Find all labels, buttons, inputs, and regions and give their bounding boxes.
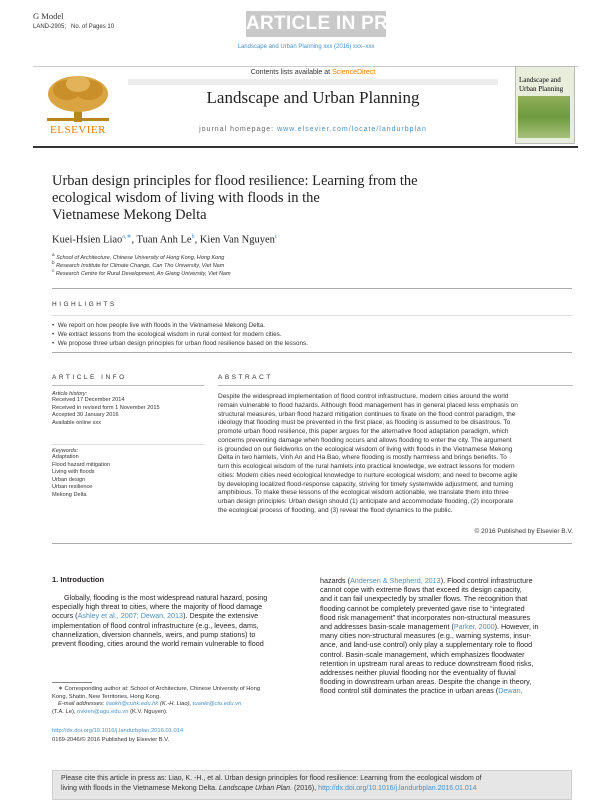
body-line: especially high threat to cities, where the majority of flood damage	[52, 602, 263, 612]
g-model-label: G Model	[33, 11, 64, 21]
abstract-line: amphibious. To make these lessons of the ecological wisdom actionable, we translate them into three	[218, 489, 509, 497]
abstract-line: Despite the widespread implementation of flood control infrastructure, modern cities around the world	[218, 393, 509, 400]
citation-line	[61, 784, 563, 794]
intro-right-column	[320, 576, 572, 696]
history-line: Received 17 December 2014	[52, 397, 125, 403]
contents-text: Contents lists available at	[250, 69, 333, 76]
citation-line: Please cite this article in press as: Liao, K. -H., et al. Urban design principles for flood resilience: Learning from the ecological wisdom of	[61, 775, 482, 782]
affil-text: School of Architecture, Chinese University of Hong Kong, Hong Kong	[56, 254, 225, 261]
section-rule	[52, 543, 572, 544]
citation-text: (2016),	[292, 785, 319, 792]
author-name[interactable]: Kien Van Nguyen	[199, 234, 275, 246]
keywords-label: Keywords:	[52, 448, 79, 454]
affil-sup: b	[52, 260, 55, 265]
body-line: occurs (Ashley et al., 2007; Dewan, 2013). Despite the extensive	[52, 611, 259, 621]
cover-image-icon	[518, 96, 570, 138]
header-rule-top	[33, 66, 578, 67]
body-line: flooding cannot be completely prevented gave rise to “integrated	[320, 603, 525, 613]
homepage-label: journal homepage:	[199, 126, 278, 133]
footnotes	[52, 686, 307, 716]
body-line: retention in upstream rural areas to reduce downstream flood risks,	[320, 658, 534, 668]
reference-link[interactable]: Parker, 2000	[453, 622, 495, 632]
footnote-line: Kong, Shatin, New Territories, Hong Kong.	[52, 693, 161, 700]
journal-reference[interactable]: Landscape and Urban Planning xxx (2016) xxx–xxx	[237, 44, 375, 50]
abstract-body	[218, 393, 573, 516]
author-sup[interactable]: a,∗	[122, 234, 132, 240]
highlight-text: We propose three urban design principles for urban flood resilience based on the lessons.	[57, 340, 308, 347]
keyword: Living with floods	[52, 469, 95, 475]
author-name[interactable]: Kuei-Hsien Liao	[52, 234, 123, 246]
abstract-line: concerns preventing damage when flooding occurs and allows flooding to enter the city. The argument	[218, 436, 512, 444]
manuscript-number	[33, 24, 114, 30]
keyword: Flood hazard mitigation	[52, 461, 111, 468]
keyword: Mekong Delta	[52, 491, 87, 498]
info-rule	[52, 385, 204, 386]
body-line: channelization, diversion channels, weirs, and pump stations) to	[52, 629, 256, 639]
abstract-line: remain vulnerable to flood hazards. Although flood management has in general placed less emphasis on	[218, 401, 518, 409]
footnote-line: ∗ Corresponding author at: School of Architecture, Chinese University of Hong	[58, 686, 261, 692]
banner-text: ARTICLE IN PRESS	[246, 13, 428, 34]
body-line: flood risk management” that incorporates non-structural measures	[320, 612, 531, 622]
highlights-heading: HIGHLIGHTS	[52, 301, 117, 308]
section-rule	[52, 288, 572, 289]
section-rule	[52, 315, 572, 316]
body-line: many cities non-structural measures (e.g., warning systems, insur-	[320, 631, 532, 641]
reference-link[interactable]: liaokh@cuhk.edu.hk	[106, 701, 159, 707]
footnote-line: (T.A. Le), nvkien@agu.edu.vn (K.V. Nguyen).	[52, 708, 168, 715]
reference-link[interactable]: Andersen & Shepherd, 2013	[349, 576, 441, 585]
author-list: Kuei-Hsien Liao$^{a,∗}$, Tuan Anh Le$^b$, Kien Van Nguyen$^c$	[52, 234, 278, 246]
body-line: control. Basin-scale management, which emphasizes floodwater	[320, 649, 525, 659]
header-rule-bottom	[33, 146, 578, 148]
page-count: No. of Pages 10	[71, 24, 115, 30]
abstract-copyright: © 2016 Published by Elsevier B.V.	[474, 528, 573, 535]
introduction-heading: 1. Introduction	[52, 575, 105, 584]
contents-line	[128, 69, 498, 76]
abstract-line: structural measures, urban flood hazard mitigation continues to fixate on the flood control paradigm, the	[218, 410, 516, 418]
citation-doi-link[interactable]: http://dx.doi.org/10.1016/j.landurbplan.2016.01.014	[318, 785, 477, 792]
abstract-line: turn this ecological wisdom of the rural hamlets into practical knowledge, we extract lessons for modern	[218, 463, 515, 470]
history-label: Article history:	[52, 391, 88, 397]
author-sup[interactable]: b	[191, 234, 195, 240]
body-line: implementation of flood control infrastructure (e.g., levees, dams,	[52, 620, 259, 630]
body-line: addresses neither pluvial flooding nor the eventuality of fluvial	[320, 668, 516, 678]
doi-link[interactable]	[52, 728, 183, 736]
abstract-line: Delta in two hamlets, Vinh An and Ha Bao, where flooding is mostly harmless and brings benefits. To	[218, 454, 507, 462]
highlight-text: We report on how people live with floods in the Vietnamese Mekong Delta.	[57, 322, 266, 329]
abstract-line: promote urban flood resilience, this paper argues for the alternative flood adaptation paradigm, which	[218, 428, 509, 435]
reference-link[interactable]: tuanle@ctu.edu.vn	[192, 701, 242, 707]
body-line: hazards (Andersen & Shepherd, 2013). Flood control infrastructure	[320, 576, 533, 585]
issn-line: 0169-2046/© 2016 Published by Elsevier B.V.	[52, 737, 170, 743]
keyword: Urban design	[52, 476, 86, 483]
reference-link[interactable]: Ashley et al., 2007; Dewan, 2013	[77, 611, 184, 621]
intro-left-column	[52, 593, 304, 648]
keywords	[52, 448, 110, 499]
elsevier-tree-logo-icon	[37, 72, 119, 124]
author-sup[interactable]: c	[274, 234, 278, 240]
keyword: Adaptation	[52, 454, 79, 460]
elsevier-wordmark: ELSEVIER	[50, 124, 106, 136]
history-line: Available online xxx	[52, 419, 102, 426]
article-history	[52, 391, 160, 427]
highlight-item: • We report on how people live with floods in the Vietnamese Mekong Delta.	[52, 322, 266, 329]
highlight-item: • We propose three urban design principles for urban flood resilience based on the lessons.	[52, 340, 308, 347]
footnote-rule	[52, 682, 92, 683]
doi-url[interactable]: http://dx.doi.org/10.1016/j.landurbplan.2016.01.014	[52, 728, 184, 734]
citation-text: living with floods in the Vietnamese Mekong Delta.	[61, 785, 219, 792]
abstract-line: by developing localized flood-response capacity, striving for timely systemwide adjustment, and turning	[218, 480, 514, 488]
body-line: cannot cope with extreme flows that exceed its design capacity,	[320, 585, 522, 595]
author-name[interactable]: Tuan Anh Le	[136, 234, 192, 246]
section-rule	[52, 352, 572, 353]
body-line: and addresses basin-scale management (Parker, 2000). However, in	[320, 622, 539, 632]
affil-sup: a	[52, 252, 55, 257]
sciencedirect-link[interactable]: ScienceDirect	[332, 69, 376, 76]
citation-box	[52, 770, 572, 800]
homepage-url[interactable]: www.elsevier.com/locate/landurbplan	[277, 126, 427, 133]
journal-title: Landscape and Urban Planning	[206, 88, 420, 107]
history-line: Accepted 30 January 2016	[52, 412, 119, 418]
abstract-line: is grounded on our fieldworks on the ecological wisdom of living with floods in the Vietnamese Mekong	[218, 445, 513, 453]
abstract-heading: ABSTRACT	[218, 374, 273, 381]
history-line: Received in revised form 1 November 2015	[52, 404, 160, 411]
article-info-heading: ARTICLE INFO	[52, 374, 127, 381]
abstract-line: cities: Modern cities need ecological knowledge to nurture ecological wisdom; and need to become agile	[218, 471, 518, 479]
affil-sup: c	[52, 268, 55, 273]
ms-number: LAND-2905;	[33, 24, 67, 30]
body-line: and it can fail unexpectedly by smaller flows. The recognition that	[320, 594, 528, 604]
cover-title: Landscape and Urban Planning	[519, 76, 564, 93]
article-in-press-banner	[246, 11, 428, 37]
title-line: Urban design principles for flood resilience: Learning from the	[52, 173, 418, 189]
keyword: Urban resilience	[52, 484, 93, 490]
body-line: ance, and land-use control) only play a supplementary role to flood	[320, 640, 533, 650]
title-line: Vietnamese Mekong Delta	[52, 207, 207, 223]
body-line: prevent flooding, cities around the world remain vulnerable to flood	[52, 639, 264, 649]
body-line: flood control still dominates the practice in urban areas (Dewan,	[320, 686, 523, 696]
title-line: ecological wisdom of living with floods in the	[52, 190, 320, 206]
abstract-line: ideology that flooding must be prevented in the first place, as flooding is assumed to be disastrous. To	[218, 419, 511, 427]
affiliation	[52, 268, 231, 277]
info-rule	[52, 444, 204, 445]
footnote-line: E-mail addresses: liaokh@cuhk.edu.hk (K.-H. Liao), tuanle@ctu.edu.vn	[58, 701, 242, 707]
journal-homepage	[128, 126, 498, 133]
abstract-rule	[218, 385, 573, 386]
abstract-line: urban design principles: Urban design should (1) anticipate and accommodate flooding, (2) incorporate	[218, 498, 514, 505]
body-line: Globally, flooding is the most widespread natural hazard, posing	[64, 593, 268, 602]
body-line: flooding in downstream urban areas. Despite the change in theory,	[320, 677, 532, 687]
abstract-line: the ecological process of flooding, and (3) reveal the flood dynamics to the public.	[218, 506, 453, 514]
reference-link[interactable]: Dewan,	[498, 686, 523, 696]
reference-link[interactable]: nvkien@agu.edu.vn	[77, 708, 129, 715]
citation-journal: Landscape Urban Plan.	[218, 785, 293, 792]
affil-text: Research Institute for Climate Change, Can Tho University, Viet Nam	[56, 262, 225, 269]
highlight-item: • We extract lessons from the ecological wisdom in rural context for modern cities.	[52, 331, 282, 338]
header-band	[128, 79, 498, 85]
affil-text: Research Centre for Rural Development, An Giang University, Viet Nam	[55, 270, 231, 277]
highlight-text: We extract lessons from the ecological wisdom in rural context for modern cities.	[57, 331, 282, 338]
article-title	[52, 173, 472, 224]
